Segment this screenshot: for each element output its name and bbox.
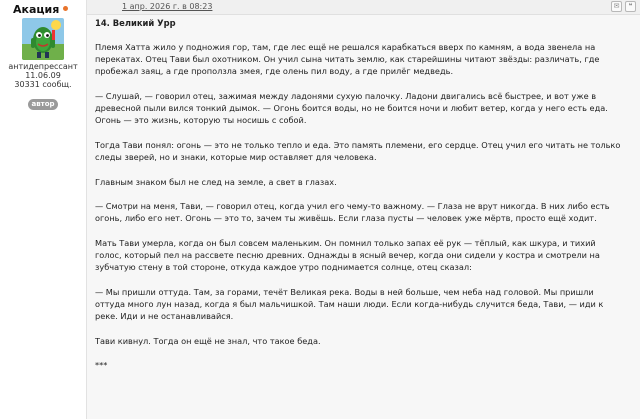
section-divider: *** <box>95 360 108 371</box>
post-paragraph: Мать Тави умерла, когда он был совсем маленьким. Он помнил только запах её рук — тёплый, как шкура, и тихий голос, который пел на рассвете песню древних. Однажды в ясный вечер, когда они сидели у костра и смотрели на зубчатую стену в той стороне, откуда каждое утро поднимается солнце, отец сказал: <box>95 238 600 273</box>
user-joined: 11.06.09 <box>25 71 61 80</box>
post-header <box>87 0 640 15</box>
post-paragraph: Племя Хатта жило у подножия гор, там, где лес ещё не решался карабкаться вверх по камням, а вода звенела на перекатах. Отец Тави был охотником. Он учил сына читать землю, как старейшины читают звёзды: различать, где пробежал заяц, а где проползла змея, где олень пил воду, а где прилёг медведь. <box>95 42 600 77</box>
message-icon[interactable]: ✉ <box>611 1 622 12</box>
post-paragraph: Тогда Тави понял: огонь — это не только тепло и еда. Это память племени, его сердце. Отец учил его читать не только следы зверей, но и знаки, которые мир оставляет для человека. <box>95 139 621 162</box>
post-title: 14. Великий Урр <box>95 18 176 28</box>
avatar[interactable] <box>22 18 64 60</box>
username-row <box>13 3 68 16</box>
post-paragraph: — Слушай, — говорил отец, зажимая между ладонями сухую палочку. Ладони двигались всё быстрее, и вот уже в древесной пыли вился тонкий дымок. — Огонь боится воды, но не боится ночи и любит ветер, когда у него есть еда. Огонь — это жизнь, которую ты носишь с собой. <box>95 90 608 126</box>
user-meta <box>0 62 86 89</box>
quote-icon[interactable]: ❝ <box>625 1 636 12</box>
post-date-link[interactable]: 1 апр. 2026 г. в 08:23 <box>122 2 213 11</box>
online-status-icon <box>63 6 68 11</box>
post <box>86 0 640 419</box>
post-body <box>95 17 623 384</box>
post-paragraph: — Мы пришли оттуда. Там, за горами, течёт Великая река. Воды в ней больше, чем неба над головой. Мы пришли оттуда много лун назад, когда я был мальчишкой. Там наши люди. Если когда-нибудь случится беда, Тави, — иди к реке. Иди и не останавливайся. <box>95 286 604 322</box>
post-paragraph: Тави кивнул. Тогда он ещё не знал, что такое беда. <box>95 335 321 346</box>
user-messages: 30331 сообщ. <box>14 80 72 89</box>
author-sidebar <box>0 0 86 419</box>
author-badge: автор <box>28 99 58 110</box>
post-paragraph: Главным знаком был не след на земле, а свет в глазах. <box>95 176 337 187</box>
post-paragraph: — Смотри на меня, Тави, — говорил отец, когда учил его чему-то важному. — Глаза не врут никогда. В них либо есть огонь, либо его нет. Огонь — это то, зачем ты живёшь. Если глаза пусты — человек уже мёртв, просто ещё ходит. <box>95 201 610 224</box>
avatar-image <box>22 18 64 60</box>
user-status: антидепрессант <box>8 62 78 71</box>
username[interactable]: Акация <box>13 3 60 16</box>
